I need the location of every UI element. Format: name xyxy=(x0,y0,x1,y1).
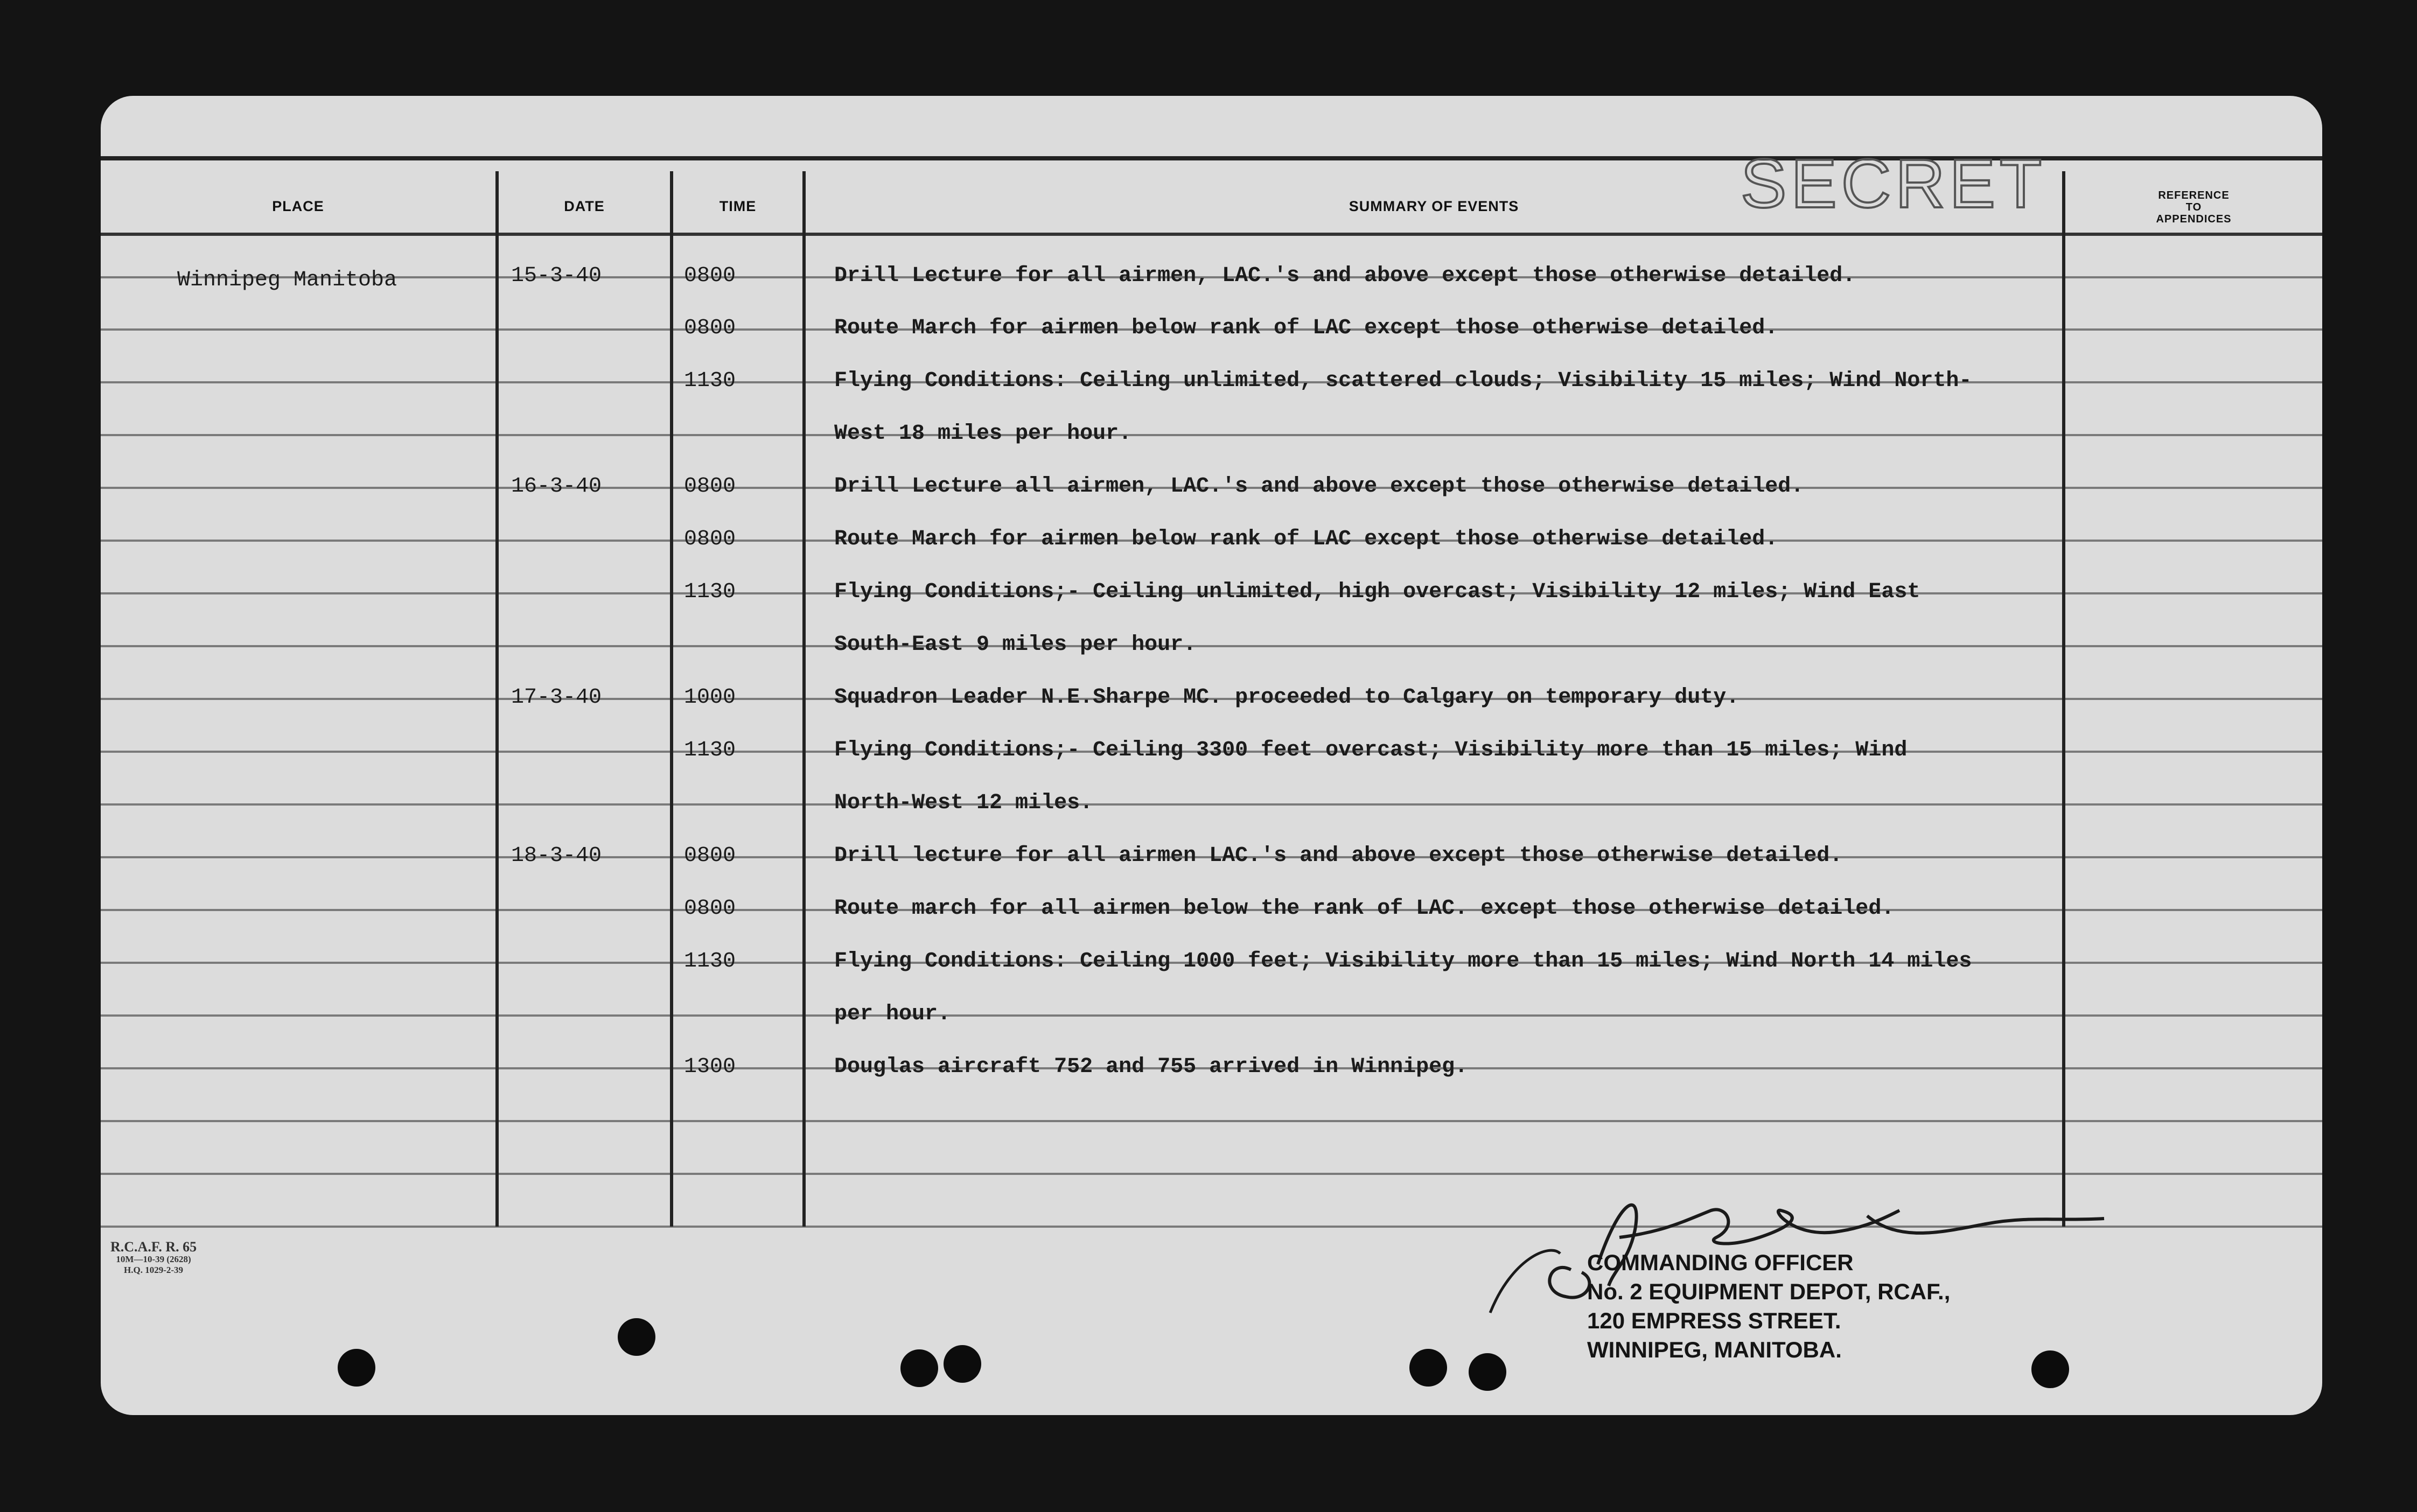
ruled-line xyxy=(101,1120,2322,1122)
entry-summary: Route march for all airmen below the rank of LAC. except those otherwise detailed. xyxy=(834,897,1895,921)
entry-time: 1130 xyxy=(684,738,736,762)
entry-summary: South-East 9 miles per hour. xyxy=(834,633,1197,657)
entry-time: 1130 xyxy=(684,580,736,604)
entry-summary: Douglas aircraft 752 and 755 arrived in Winnipeg. xyxy=(834,1055,1468,1079)
commanding-officer-stamp: COMMANDING OFFICER No. 2 EQUIPMENT DEPOT, RCAF., 120 EMPRESS STREET. WINNIPEG, MANITOBA. xyxy=(1587,1250,1951,1362)
entry-time: 1000 xyxy=(684,685,736,710)
form-code: R.C.A.F. R. 65 10M—10-39 (2628) H.Q. 1029-2-39 xyxy=(110,1239,197,1275)
entry-date: 15-3-40 xyxy=(511,264,602,288)
entry-date: 16-3-40 xyxy=(511,474,602,499)
column-divider-summary-reference xyxy=(2062,171,2065,1227)
header-date: DATE xyxy=(564,198,605,214)
ruled-line xyxy=(101,434,2322,436)
ruled-line xyxy=(101,1014,2322,1017)
entry-date: 18-3-40 xyxy=(511,844,602,868)
entry-summary: Flying Conditions;- Ceiling 3300 feet overcast; Visibility more than 15 miles; Wind xyxy=(834,738,1908,762)
binder-hole xyxy=(2031,1350,2069,1388)
entry-summary: Drill Lecture for all airmen, LAC.'s and above except those otherwise detailed. xyxy=(834,264,1856,288)
column-divider-place-date xyxy=(495,171,499,1227)
entry-date: 17-3-40 xyxy=(511,685,602,710)
entry-time: 0800 xyxy=(684,474,736,499)
entry-summary: Drill lecture for all airmen LAC.'s and above except those otherwise detailed. xyxy=(834,844,1843,868)
entry-time: 0800 xyxy=(684,527,736,551)
header-summary: SUMMARY OF EVENTS xyxy=(1349,198,1519,214)
binder-hole xyxy=(944,1345,981,1383)
binder-hole xyxy=(338,1349,375,1387)
ruled-line xyxy=(101,1173,2322,1175)
entry-summary: Flying Conditions;- Ceiling unlimited, high overcast; Visibility 12 miles; Wind East xyxy=(834,580,1920,604)
entry-summary: Drill Lecture all airmen, LAC.'s and above except those otherwise detailed. xyxy=(834,474,1804,499)
entry-time: 1130 xyxy=(684,949,736,974)
binder-hole xyxy=(1469,1353,1506,1391)
entry-time: 1130 xyxy=(684,369,736,393)
ruled-line xyxy=(101,645,2322,647)
entry-summary: per hour. xyxy=(834,1002,951,1026)
entry-summary: West 18 miles per hour. xyxy=(834,422,1132,446)
secret-stamp: SECRET xyxy=(1741,145,2046,222)
binder-hole xyxy=(618,1318,655,1356)
ruled-line xyxy=(101,803,2322,806)
entry-summary: Route March for airmen below rank of LAC except those otherwise detailed. xyxy=(834,316,1778,340)
binder-hole xyxy=(900,1349,938,1387)
binder-hole xyxy=(1409,1349,1447,1387)
entry-time: 1300 xyxy=(684,1055,736,1079)
place-entry: Winnipeg Manitoba xyxy=(177,268,397,292)
war-diary-form xyxy=(101,96,2322,1415)
header-place: PLACE xyxy=(272,198,324,214)
header-time: TIME xyxy=(719,198,757,214)
entry-summary: Flying Conditions: Ceiling 1000 feet; Visibility more than 15 miles; Wind North 14 miles xyxy=(834,949,1972,974)
entry-time: 0800 xyxy=(684,844,736,868)
entry-summary: North-West 12 miles. xyxy=(834,791,1093,815)
entry-time: 0800 xyxy=(684,897,736,921)
header-bottom-rule xyxy=(101,233,2322,236)
header-reference: REFERENCE TO APPENDICES xyxy=(2156,190,2232,225)
entry-summary: Squadron Leader N.E.Sharpe MC. proceeded to Calgary on temporary duty. xyxy=(834,685,1740,710)
entry-time: 0800 xyxy=(684,316,736,340)
entry-summary: Flying Conditions: Ceiling unlimited, scattered clouds; Visibility 15 miles; Wind North- xyxy=(834,369,1972,393)
entry-summary: Route March for airmen below rank of LAC except those otherwise detailed. xyxy=(834,527,1778,551)
column-divider-time-summary xyxy=(802,171,806,1227)
column-divider-date-time xyxy=(670,171,673,1227)
entry-time: 0800 xyxy=(684,264,736,288)
